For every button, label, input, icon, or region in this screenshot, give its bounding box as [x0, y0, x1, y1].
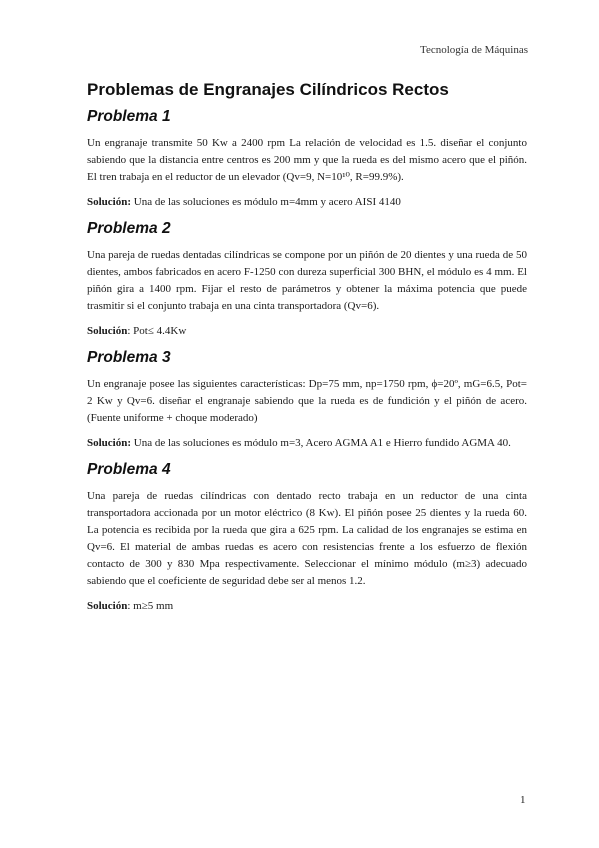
problem-solution [87, 323, 527, 340]
problem-statement: Un engranaje posee las siguientes características: Dp=75 mm, np=1750 rpm, ϕ=20º, mG=6.5, Pot= 2 Kw y Qv=6. diseñar el engranaje sabiendo que la rueda es de fundición y el piñón de acero. (Fuente uniforme + choque moderado) [87, 378, 527, 424]
problem-4 [87, 461, 527, 615]
solution-text: : Pot≤ 4.4Kw [127, 325, 187, 337]
solution-label: Solución: [87, 196, 132, 208]
running-header: Tecnología de Máquinas [420, 44, 528, 56]
document-body [87, 80, 527, 624]
page-title: Problemas de Engranajes Cilíndricos Rectos [87, 80, 449, 99]
solution-text: Una de las soluciones es módulo m=3, Acero AGMA A1 e Hierro fundido AGMA 40. [133, 437, 511, 449]
solution-label: Solución [87, 325, 128, 337]
solution-text: : m≥5 mm [127, 600, 174, 612]
problem-statement: Una pareja de ruedas dentadas cilíndricas se compone por un piñón de 20 dientes y una rueda de 50 dientes, ambos fabricados en acero F-1250 con dureza superficial 300 BHN, el módulo es 4 mm. El piñón gira a 1400 rpm. Fijar el resto de parámetros y obtener la máxima potencia que puede trasmitir si el conjunto trabaja en una cinta transportadora (Qv=6). [87, 249, 527, 312]
problem-solution [87, 598, 527, 615]
problem-solution [87, 435, 527, 452]
problem-title: Problema 4 [87, 461, 171, 478]
problem-1 [87, 108, 527, 211]
solution-text: Una de las soluciones es módulo m=4mm y acero AISI 4140 [133, 196, 401, 208]
solution-label: Solución: [87, 437, 132, 449]
problem-3 [87, 349, 527, 452]
problem-statement: Una pareja de ruedas cilíndricas con dentado recto trabaja en un reductor de una cinta transportadora accionada por un motor eléctrico (8 Kw). El piñón posee 25 dientes y la rueda 60. La potencia es recibida por la rueda que gira a 625 rpm. La calidad de los engranajes se estima en Qv=6. El material de ambas ruedas es acero con resistencias frente a los esfuerzo de flexión contacto de 300 y 830 Mpa respectivamente. Seleccionar el mínimo módulo (m≥3) adecuado sabiendo que el coeficiente de seguridad debe ser al menos 1.2. [87, 490, 527, 587]
problem-solution [87, 194, 527, 211]
problem-statement: Un engranaje transmite 50 Kw a 2400 rpm La relación de velocidad es 1.5. diseñar el conjunto sabiendo que la distancia entre centros es 200 mm y que la rueda es del mismo acero que el piñón. El tren trabaja en el reductor de un elevador (Qv=9, N=10¹⁰, R=99.9%). [87, 137, 527, 183]
problem-title: Problema 1 [87, 108, 171, 125]
page-number: 1 [520, 794, 526, 806]
problem-title: Problema 2 [87, 220, 171, 237]
problem-2 [87, 220, 527, 340]
solution-label: Solución [87, 600, 128, 612]
problem-title: Problema 3 [87, 349, 171, 366]
